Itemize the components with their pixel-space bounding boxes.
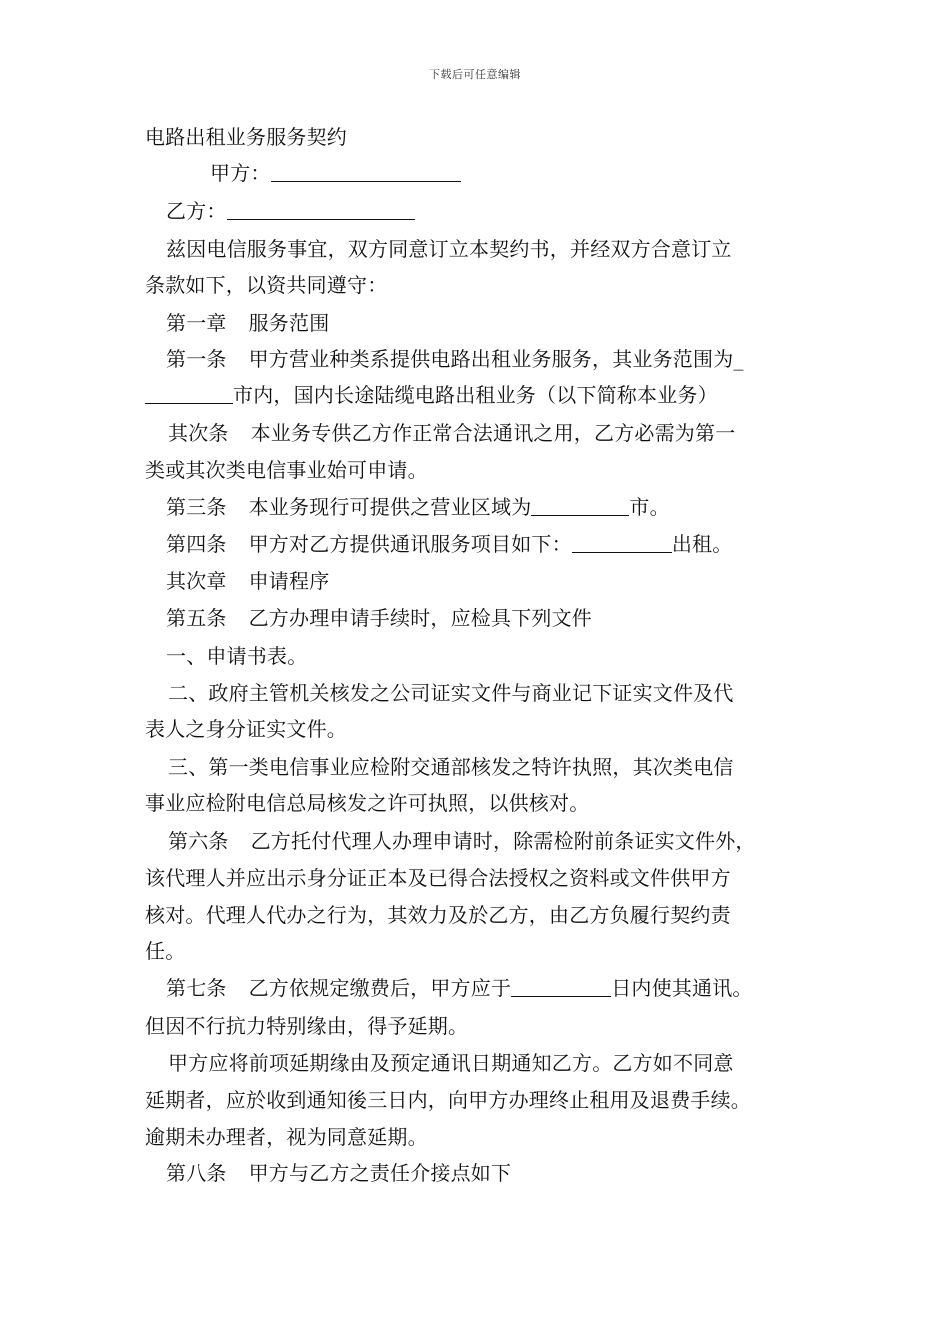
party-b-blank (227, 199, 415, 220)
article-7-text-a: 乙方依规定缴费后，甲方应于 (248, 976, 512, 1000)
article-2-line-1 (168, 420, 735, 446)
article-7-text-b: 日内使其通讯。 (611, 976, 753, 1000)
party-a-blank (271, 161, 461, 182)
article-7-number: 第七条 (166, 976, 227, 1000)
article-5-line (166, 605, 592, 631)
article-1-text-1: 甲方营业种类系提供电路出租业务服务，其业务范围为_ (248, 347, 744, 371)
article-4-text-b: 出租。 (671, 532, 733, 556)
article-3-line (166, 494, 670, 520)
party-a-label: 甲方： (210, 161, 271, 185)
list-item-3-line-1: 三、第一类电信事业应检附交通部核发之特许执照，其次类电信 (168, 755, 734, 779)
article-2-text-1: 本业务专供乙方作正常合法通讯之用，乙方必需为第一 (250, 421, 736, 445)
intro-line-1: 兹因电信服务事宜，双方同意订立本契约书，并经双方合意订立 (166, 237, 732, 261)
article-6-line-1 (168, 828, 756, 854)
chapter-2-heading (166, 568, 329, 594)
delay-paragraph-line-2: 延期者，应於收到通知後三日内，向甲方办理终止租用及退费手续。 (145, 1088, 751, 1112)
party-a-line (210, 160, 461, 186)
list-item-2-line-2: 表人之身分证实文件。 (145, 717, 347, 741)
list-item-2-line-1: 二、政府主管机关核发之公司证实文件与商业记下证实文件及代 (168, 681, 734, 705)
chapter-1-number: 第一章 (166, 311, 227, 335)
article-6-line-2: 该代理人并应出示身分证正本及已得合法授权之资料或文件供甲方 (145, 866, 731, 890)
article-1-line-2 (145, 382, 718, 408)
article-8-line (166, 1160, 511, 1186)
article-8-number: 第八条 (166, 1161, 227, 1185)
article-1-number: 第一条 (166, 347, 227, 371)
article-2-line-2: 类或其次类电信事业始可申请。 (145, 458, 428, 482)
chapter-2-number: 其次章 (166, 569, 227, 593)
article-1-text-2: 市内，国内长途陆缆电路出租业务（以下简称本业务） (233, 383, 718, 407)
list-item-3-line-2: 事业应检附电信总局核发之许可执照，以供核对。 (145, 791, 590, 815)
delay-paragraph-line-3: 逾期未办理者，视为同意延期。 (145, 1125, 428, 1149)
list-item-1: 一、申请书表。 (166, 644, 308, 668)
article-6-line-4: 任。 (145, 939, 186, 963)
article-1-line-1 (166, 346, 744, 372)
article-4-line (166, 531, 732, 557)
article-4-blank (572, 532, 672, 553)
article-5-text: 乙方办理申请手续时，应检具下列文件 (248, 606, 593, 630)
article-4-text-a: 甲方对乙方提供通讯服务项目如下： (248, 532, 572, 556)
article-3-number: 第三条 (166, 495, 227, 519)
article-3-text-b: 市。 (629, 495, 670, 519)
document-title: 电路出租业务服务契约 (145, 125, 347, 149)
chapter-2-title: 申请程序 (248, 569, 330, 593)
delay-paragraph-line-1: 甲方应将前项延期缘由及预定通讯日期通知乙方。乙方如不同意 (168, 1051, 734, 1075)
article-6-number: 第六条 (168, 829, 229, 853)
article-3-text-a: 本业务现行可提供之营业区域为 (248, 495, 532, 519)
article-7-line-2: 但因不行抗力特别缘由，得予延期。 (145, 1014, 469, 1038)
page-header: 下载后可任意编辑 (429, 68, 521, 81)
article-4-number: 第四条 (166, 532, 227, 556)
article-7-blank (511, 976, 611, 997)
party-b-label: 乙方： (166, 199, 227, 223)
article-5-number: 第五条 (166, 606, 227, 630)
article-1-blank (145, 383, 233, 404)
article-7-line-1 (166, 975, 753, 1001)
article-6-text-1: 乙方托付代理人办理申请时，除需检附前条证实文件外， (250, 829, 756, 853)
party-b-line (166, 198, 415, 224)
article-6-line-3: 核对。代理人代办之行为，其效力及於乙方，由乙方负履行契约责 (145, 903, 731, 927)
article-3-blank (531, 495, 629, 516)
chapter-1-heading (166, 310, 329, 336)
article-8-text: 甲方与乙方之责任介接点如下 (248, 1161, 512, 1185)
intro-line-2: 条款如下，以资共同遵守： (145, 273, 388, 297)
article-2-number: 其次条 (168, 421, 229, 445)
chapter-1-title: 服务范围 (248, 311, 330, 335)
